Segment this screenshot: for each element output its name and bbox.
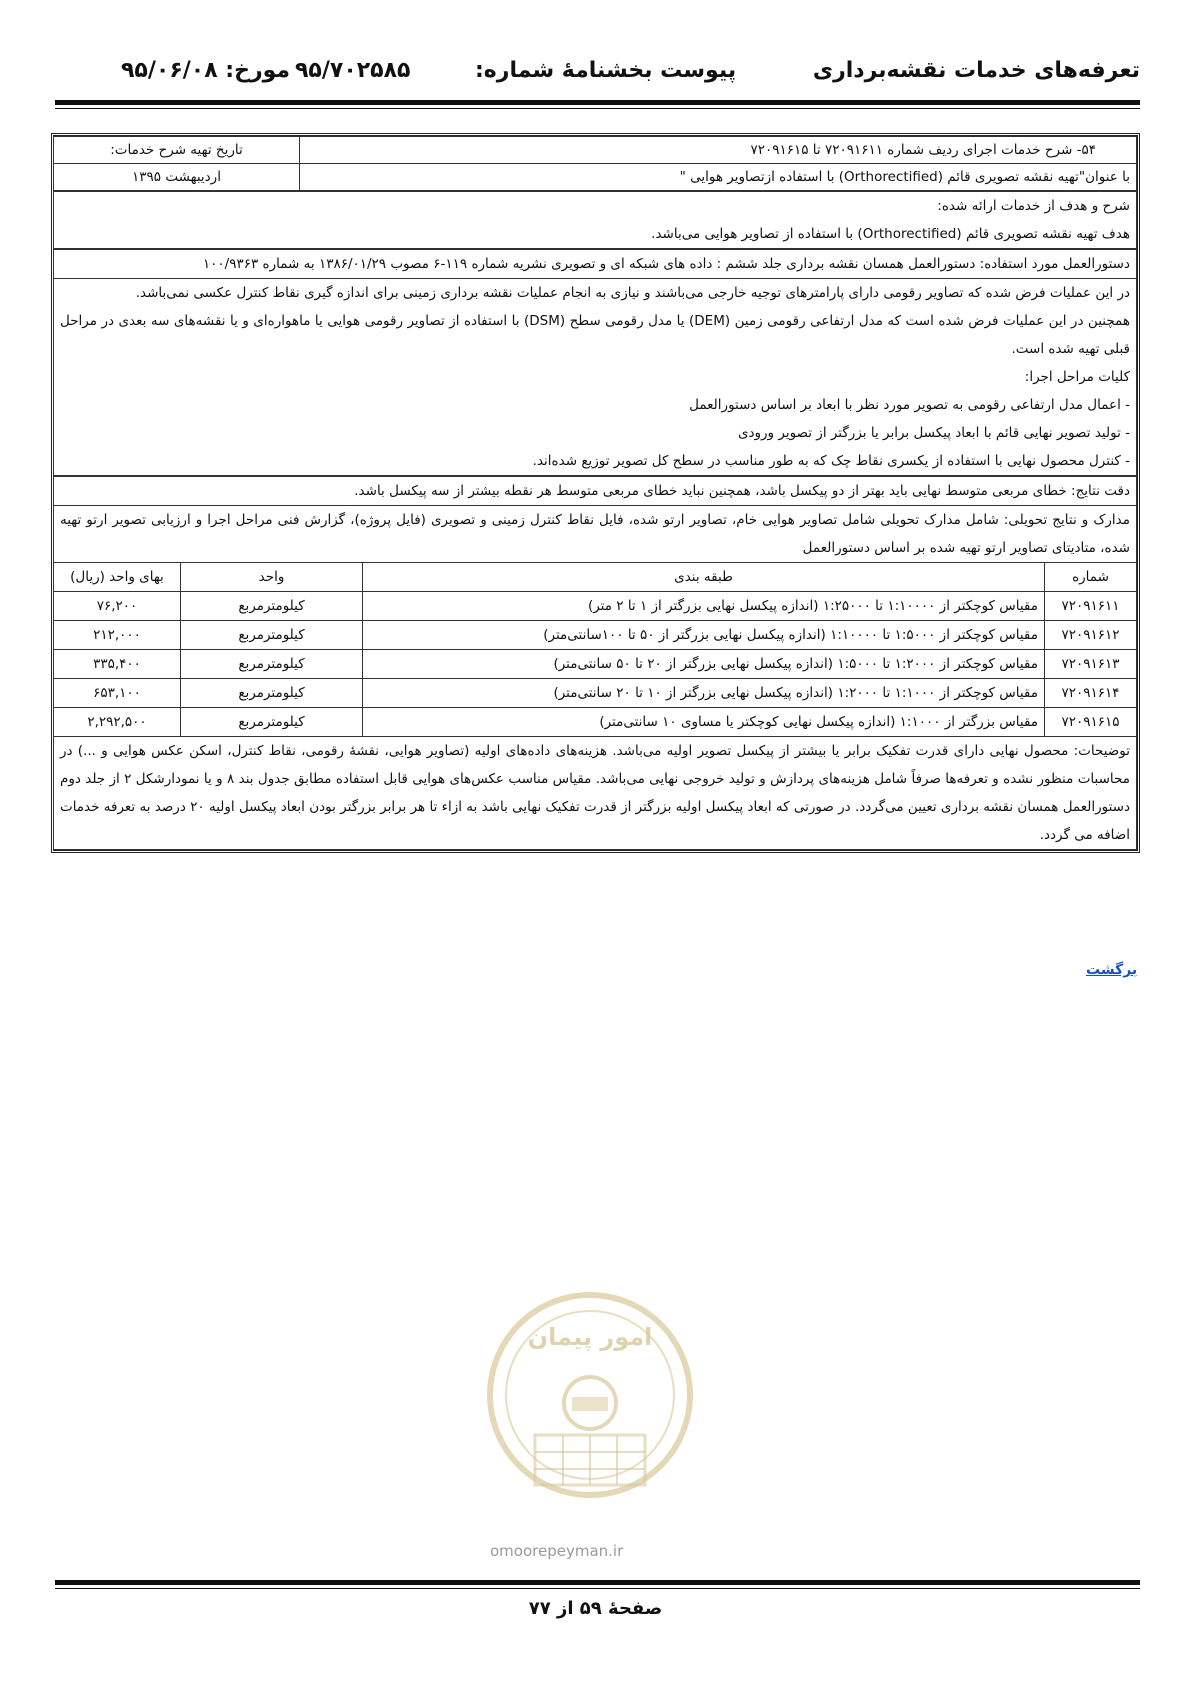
- row-price: ۲۱۲,۰۰۰: [53, 621, 180, 650]
- row-classification: مقیاس کوچکتر از ۱:۱۰۰۰ تا ۱:۲۰۰۰ (اندازه پیکسل نهایی بزرگتر از ۱۰ تا ۲۰ سانتی‌متر): [363, 679, 1045, 708]
- assumption-paragraph-1: در این عملیات فرض شده که تصاویر رقومی دارای پارامترهای توجیه خارجی می‌باشند و نیازی به انجام عملیات نقشه برداری زمینی برای اندازه گیری نقاط کنترل عکسی نمی‌باشد.: [135, 285, 1130, 301]
- col-header-classification: طبقه بندی: [363, 563, 1045, 592]
- footer-rule-thin: [55, 1588, 1140, 1589]
- description-label: شرح و هدف از خدمات ارائه شده:: [937, 198, 1130, 214]
- step-item: - کنترل محصول نهایی با استفاده از یکسری نقاط چک که به طور مناسب در سطح کل تصویر توزیع شده‌اند.: [532, 453, 1130, 469]
- prep-date-label: تاریخ تهیه شرح خدمات:: [53, 137, 299, 164]
- row-classification: مقیاس بزرگتر از ۱:۱۰۰۰ (اندازه پیکسل نهایی کوچکتر یا مساوی ۱۰ سانتی‌متر): [363, 708, 1045, 737]
- seal-watermark-icon: [480, 1285, 700, 1535]
- header-rule-thick: [55, 100, 1140, 105]
- back-link[interactable]: برگشت: [1086, 962, 1138, 978]
- row-classification: مقیاس کوچکتر از ۱:۲۰۰۰ تا ۱:۵۰۰۰ (اندازه پیکسل نهایی بزرگتر از ۲۰ تا ۵۰ سانتی‌متر): [363, 650, 1045, 679]
- row-number: ۷۲۰۹۱۶۱۳: [1045, 650, 1137, 679]
- header-rule-thin: [55, 108, 1140, 109]
- service-table: [53, 136, 1137, 850]
- header-date: مورخ: ۹۵/۰۶/۰۸: [121, 58, 291, 83]
- table-row: [53, 708, 1136, 737]
- row-number: ۷۲۰۹۱۶۱۵: [1045, 708, 1137, 737]
- service-title-line1: ۵۴- شرح خدمات اجرای ردیف شماره ۷۲۰۹۱۶۱۱ تا ۷۲۰۹۱۶۱۵: [300, 137, 1137, 164]
- service-frame: [51, 133, 1140, 853]
- row-number: ۷۲۰۹۱۶۱۴: [1045, 679, 1137, 708]
- description-text: هدف تهیه نقشه تصویری قائم (Orthorectified) با استفاده از تصاویر هوایی می‌باشد.: [651, 226, 1130, 242]
- col-header-price: بهای واحد (ریال): [53, 563, 180, 592]
- seal-text: امور پیمان: [527, 1323, 653, 1351]
- notes-text: توضیحات: محصول نهایی دارای قدرت تفکیک برابر یا بیشتر از پیکسل تصویر اولیه می‌باشد. هزینه‌های داده‌های اولیه (تصاویر هوایی، نقشهٔ رقومی، نقاط کنترل، اسکن عکس هوایی و ...) در محاسبات منظور نشده و تعرفه‌ها صرفاً شامل هزینه‌های پردازش و تولید خروجی نهایی می‌باشد. مقیاس مناسب عکس‌های هوایی قابل استفاده مطابق جدول بند ۸ و یا نمودارشکل ۲ از جلد دوم دستورالعمل همسان نقشه برداری تعیین می‌گردد. در صورتی که ابعاد پیکسل اولیه بزرگتر از قدرت تفکیک نهایی باشد به ازاء تا هر برابر بزرگتر بودن ابعاد پیکسل اولیه ۲۰ درصد به تعرفه خدمات اضافه می گردد.: [59, 743, 1131, 843]
- assumptions-cell: [53, 279, 1136, 477]
- table-row: [53, 621, 1136, 650]
- service-title-line2: با عنوان"تهیه نقشه تصویری قائم (Orthorectified) با استفاده ازتصاویر هوایی ": [300, 164, 1137, 192]
- row-number: ۷۲۰۹۱۶۱۲: [1045, 621, 1137, 650]
- accuracy-text: دقت نتایج: خطای مربعی متوسط نهایی باید بهتر از دو پیکسل باشد، همچنین نباید خطای مربعی متوسط هر نقطه بیشتر از سه پیکسل باشد.: [53, 476, 1136, 506]
- step-item: - تولید تصویر نهایی قائم با ابعاد پیکسل برابر یا بزرگتر از تصویر ورودی: [737, 425, 1130, 441]
- row-price: ۲,۲۹۲,۵۰۰: [53, 708, 180, 737]
- row-classification: مقیاس کوچکتر از ۱:۱۰۰۰۰ تا ۱:۲۵۰۰۰ (اندازه پیکسل نهایی بزرگتر از ۱ تا ۲ متر): [363, 592, 1045, 621]
- row-number: ۷۲۰۹۱۶۱۱: [1045, 592, 1137, 621]
- page-header: [55, 58, 1140, 98]
- row-price: ۳۳۵,۴۰۰: [53, 650, 180, 679]
- row-unit: کیلومترمربع: [181, 650, 363, 679]
- steps-label: کلیات مراحل اجرا:: [1024, 369, 1130, 385]
- row-classification: مقیاس کوچکتر از ۱:۵۰۰۰ تا ۱:۱۰۰۰۰ (اندازه پیکسل نهایی بزرگتر از ۵۰ تا ۱۰۰سانتی‌متر): [363, 621, 1045, 650]
- deliverables-cell: [53, 506, 1136, 563]
- description-cell: [53, 191, 1136, 249]
- header-title: تعرفه‌های خدمات نقشه‌برداری: [812, 58, 1140, 83]
- page-number: صفحهٔ ۵۹ از ۷۷: [528, 1598, 663, 1619]
- footer-rule-thick: [55, 1580, 1140, 1585]
- row-unit: کیلومترمربع: [181, 708, 363, 737]
- row-price: ۶۵۳,۱۰۰: [53, 679, 180, 708]
- row-unit: کیلومترمربع: [181, 679, 363, 708]
- step-item: - اعمال مدل ارتفاعی رقومی به تصویر مورد نظر با ابعاد بر اساس دستورالعمل: [689, 397, 1130, 413]
- deliverables-text: مدارک و نتایج تحویلی: شامل مدارک تحویلی شامل تصاویر هوایی خام، تصاویر ارتو شده، فایل نقاط کنترل زمینی و تصویری (فایل پروژه)، گزارش فنی مراحل اجرا و ارزیابی تصویر ارتو تهیه شده، متادیتای تصاویر ارتو تهیه شده بر اساس دستورالعمل: [59, 512, 1130, 556]
- col-header-unit: واحد: [181, 563, 363, 592]
- instruction-text: دستورالعمل مورد استفاده: دستورالعمل همسان نقشه برداری جلد ششم : داده های شبکه ای و تصویری نشریه شماره ۱۱۹-۶ مصوب ۱۳۸۶/۰۱/۲۹ به شماره ۱۰۰/۹۳۶۳: [53, 249, 1136, 279]
- table-row: [53, 650, 1136, 679]
- table-row: [53, 679, 1136, 708]
- col-header-number: شماره: [1045, 563, 1137, 592]
- notes-cell: [53, 737, 1136, 850]
- header-attachment-label: پیوست بخشنامهٔ شماره:: [475, 58, 737, 83]
- table-row: [53, 592, 1136, 621]
- row-unit: کیلومترمربع: [181, 621, 363, 650]
- prep-date-value: اردیبهشت ۱۳۹۵: [53, 164, 299, 192]
- row-price: ۷۶,۲۰۰: [53, 592, 180, 621]
- assumption-paragraph-2: همچنین در این عملیات فرض شده است که مدل ارتفاعی رقومی زمین (DEM) یا مدل رقومی سطح (DSM) با استفاده از تصاویر رقومی هوایی یا ماهواره‌ای و یا نقشه‌های سه بعدی در مراحل قبلی تهیه شده است.: [59, 313, 1130, 357]
- header-circular-number: ۹۵/۷۰۲۵۸۵: [295, 58, 411, 83]
- row-unit: کیلومترمربع: [181, 592, 363, 621]
- watermark-site: omoorepeyman.ir: [490, 1542, 624, 1560]
